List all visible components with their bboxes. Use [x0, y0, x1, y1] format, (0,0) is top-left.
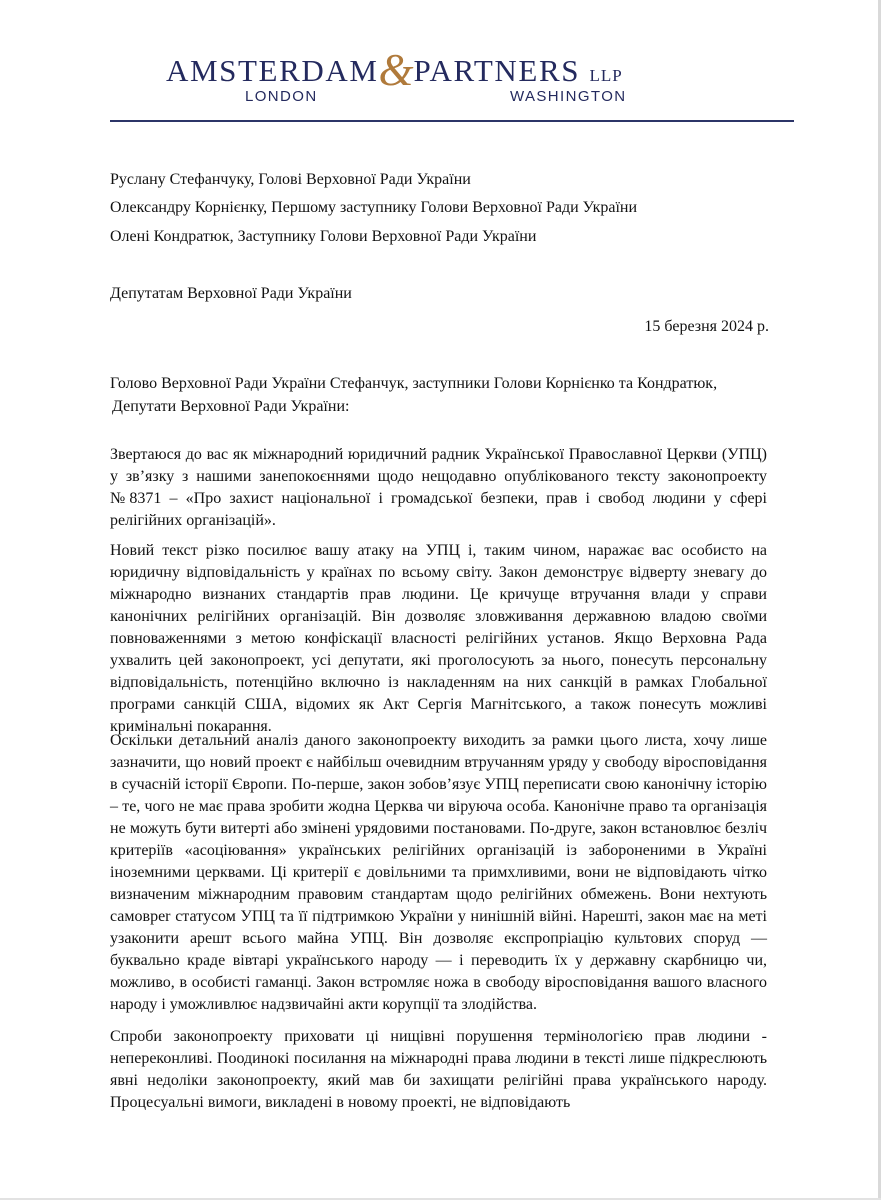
body-paragraph: Оскільки детальний аналіз даного законопроекту виходить за рамки цього листа, хочу лише зазначити, що новий проект є найбільш очевидним втручанням уряду у свободу віросповідання в сучасній історії Європи. По-перше, закон зобов’язує УПЦ переписати свою канонічну історію – те, чого не має права зробити жодна Церква чи віруюча особа. Канонічне право та організація не можуть бути витерті або змінені урядовими постановами. По-друге, закон встановлює безліч критеріїв «асоціювання» українських релігійних організацій із забороненими в Україні іноземними церквами. Ці критерії є довільними та примхливими, вони не відповідають чітко визначеним міжнародним правовим стандартам щодо релігійних обмежень. Вони нехтують самовper статусом УПЦ та її підтримкою України у нинішній війні. Нарешті, закон має на меті узаконити арешт всього майна УПЦ. Він дозволяє експропріацію культових споруд — буквально краде вівтарі українського народу — і переводить їх у державну скарбницю чи, можливо, в особисті гаманці. Закон встромляє ножа в свободу віросповідання вашого власного народу і уможливлює надзвичайні акти корупції та злодійства.	[110, 732, 767, 1013]
addressee-line: Олександру Корнієнку, Першому заступнику Голови Верховної Ради України	[110, 199, 638, 216]
body-paragraph: Звертаюся до вас як міжнародний юридичний радник Української Православної Церкви (УПЦ) у зв’язку з нашими занепокоєннями щодо нещодавно опублікованого тексту законопроекту №8371 – «Про захист національної і громадської безпеки, прав і свобод людини у сфері релігійних організацій».	[110, 446, 767, 529]
letter-date: 15 березня 2024 р.	[644, 318, 769, 335]
body-paragraph: Новий текст різко посилює вашу атаку на УПЦ і, таким чином, наражає вас особисто на юридичну відповідальність у країнах по всьому світу. Закон демонструє відверту зневагу до міжнародно визнаних стандартів прав людини. Це кричуще втручання влади у справи канонічних релігійних організацій. Він дозволяє зловживання державною владою своїми повноваженнями з метою конфіскації власності релігійних установ. Якщо Верховна Рада ухвалить цей законопроект, усі депутати, які проголосують за нього, понесуть персональну відповідальність, потенційно включно із накладенням на них санкцій в рамках Глобальної програми санкцій США, відомих як Акт Сергія Магнітського, а також понесуть можливі кримінальні покарання.	[110, 542, 767, 735]
firm-name-second: PARTNERS	[413, 53, 581, 88]
letterhead-divider	[110, 120, 794, 122]
salutation	[110, 372, 770, 418]
addressee-line: Олені Кондратюк, Заступнику Голови Верховної Ради України	[110, 228, 537, 245]
body-paragraph: Спроби законопроекту приховати ці нищівні порушення термінологією прав людини - непереконливі. Поодинокі посилання на міжнародні права людини в тексті лише підкреслюють явні недоліки законопроекту, який мав би захищати релігійні права українського народу. Процесуальні вимоги, викладені в новому проекті, не відповідають	[110, 1028, 767, 1111]
firm-name-first: AMSTERDAM	[166, 53, 379, 88]
salutation-line: Голово Верховної Ради України Стефанчук, заступники Голови Корнієнко та Кондратюк,	[110, 375, 718, 392]
salutation-line: Депутати Верховної Ради України:	[112, 398, 350, 415]
firm-ampersand-logo: &	[378, 45, 414, 95]
addressee-line: Руслану Стефанчуку, Голові Верховної Ради України	[110, 171, 471, 188]
addressee-line: Депутатам Верховної Ради України	[110, 285, 352, 302]
firm-suffix: LLP	[589, 66, 623, 85]
city-washington: WASHINGTON	[510, 88, 627, 105]
city-london: LONDON	[245, 88, 318, 105]
